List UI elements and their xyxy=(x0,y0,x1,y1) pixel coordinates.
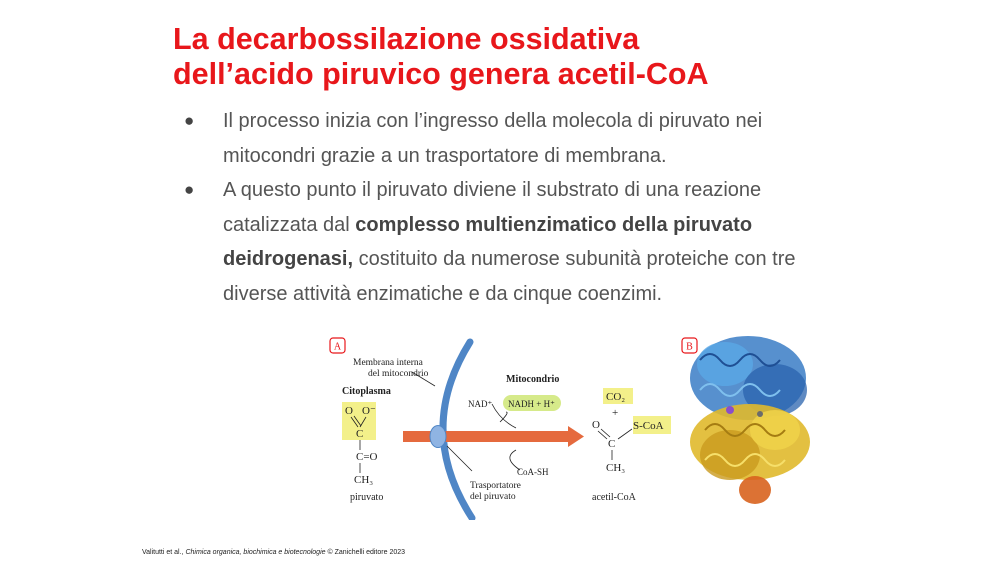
plus-sign: + xyxy=(612,407,619,419)
bullet-icon: ● xyxy=(184,180,195,199)
transport-arrow-head xyxy=(568,426,584,447)
nadh-label: NADH + H⁺ xyxy=(508,399,555,409)
nad-label: NAD⁺ xyxy=(468,399,493,409)
pyruvate-methyl: CH₃ xyxy=(354,474,374,486)
coash-label: CoA-SH xyxy=(517,467,549,477)
bullet-1-text: Il processo inizia con l’ingresso della molecola di piruvato nei mitocondri grazie a un trasportatore di membrana. xyxy=(223,110,763,167)
bullet-list xyxy=(180,104,840,311)
bullet-item-2 xyxy=(180,173,840,311)
acetylcoa-label: acetil-CoA xyxy=(592,492,636,503)
panel-a-label: A xyxy=(333,341,342,353)
pyruvate-transport-figure xyxy=(320,330,840,520)
pyruvate-dehydrogenase-structure xyxy=(690,336,810,504)
title-line-1: La decarbossilazione ossidativa xyxy=(173,22,640,56)
bullet-item-1 xyxy=(180,104,840,173)
inner-membrane xyxy=(443,342,472,518)
footer-publisher: © Zanichelli editore 2023 xyxy=(325,549,406,556)
membrane-label-1: Membrana interna xyxy=(353,358,423,368)
bullet-2-text-before: A questo punto il piruvato diviene il substrato di una reazione catalizzata dal xyxy=(223,179,762,236)
transporter-label-1: Trasportatore xyxy=(470,481,521,491)
membrane-label-2: del mitocondrio xyxy=(368,369,429,379)
title-line-2: dell’acido piruvico genera acetil-CoA xyxy=(173,57,709,91)
pyruvate-label: piruvato xyxy=(350,492,384,503)
mitochondrion-label: Mitocondrio xyxy=(506,374,560,385)
footer-book-title: Chimica organica, biochimica e biotecnologie xyxy=(185,549,326,556)
pyruvate-o-minus: O⁻ xyxy=(362,405,376,417)
pyruvate-transporter xyxy=(430,426,446,448)
pyruvate-keto-group: C=O xyxy=(356,451,378,463)
bullet-2-text-after: costituito da numerose subunità proteiche con tre diverse attività enzimatiche e da cinque coenzimi. xyxy=(223,248,796,305)
transporter-label-2: del piruvato xyxy=(470,492,516,502)
acetyl-o: O xyxy=(592,419,600,431)
slide-title xyxy=(173,22,933,92)
pyruvate-carboxyl-c: C xyxy=(356,428,364,440)
bullet-2-bold-text: complesso multienzimatico della piruvato deidrogenasi, xyxy=(223,213,753,270)
footer-authors: Valitutti et al., xyxy=(142,549,186,556)
transport-arrow-body xyxy=(403,431,569,442)
pyruvate-o-left: O xyxy=(345,405,353,417)
citation-footer xyxy=(142,549,405,556)
acetyl-methyl: CH₃ xyxy=(606,462,626,474)
acetyl-c: C xyxy=(608,438,616,450)
co2-label: CO₂ xyxy=(606,391,626,403)
panel-b-label: B xyxy=(686,341,693,353)
bullet-icon: ● xyxy=(184,111,195,130)
cytoplasm-label: Citoplasma xyxy=(342,386,391,397)
scoa-label: S-CoA xyxy=(633,420,664,432)
